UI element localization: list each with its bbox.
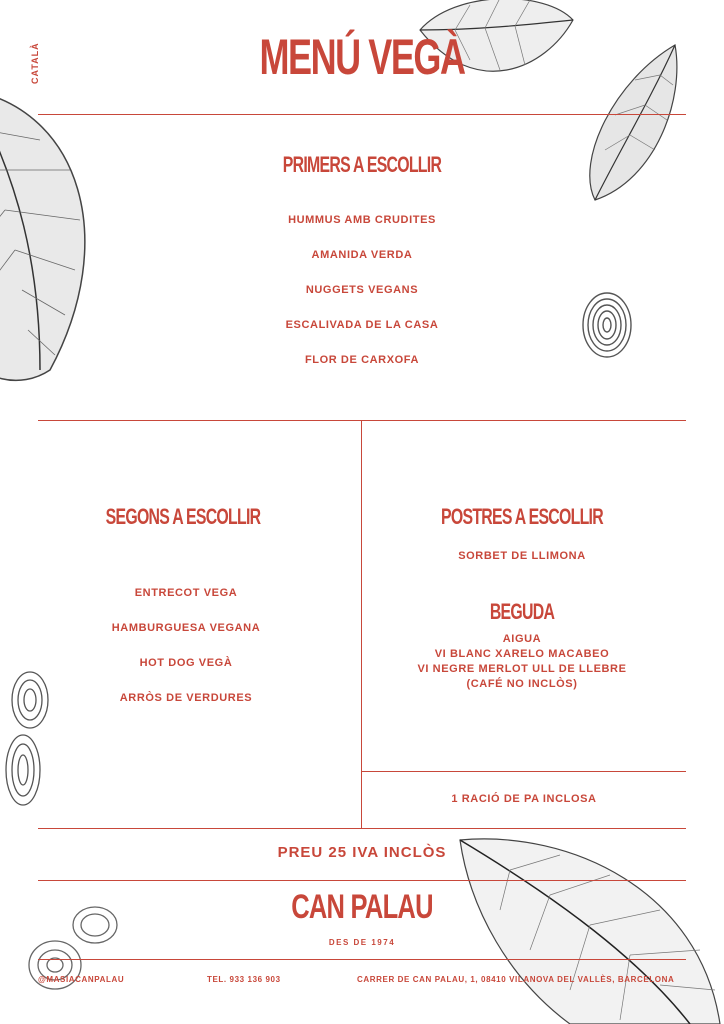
divider xyxy=(361,771,686,772)
starters-title: PRIMERS A ESCOLLIR xyxy=(282,152,442,177)
main-item: HOT DOG VEGÀ xyxy=(139,657,233,669)
starter-item: FLOR DE CARXOFA xyxy=(304,354,420,366)
divider xyxy=(38,880,686,881)
divider xyxy=(38,420,686,421)
language-label: CATALÀ xyxy=(30,42,40,84)
address: CARRER DE CAN PALAU, 1, 08410 VILANOVA DEL VALLÈS, BARCELONA xyxy=(357,975,675,984)
starter-item: ESCALIVADA DE LA CASA xyxy=(285,319,439,331)
main-item: HAMBURGUESA VEGANA xyxy=(111,622,261,634)
desserts-title: POSTRES A ESCOLLIR xyxy=(441,504,603,529)
dessert-item: SORBET DE LLIMONA xyxy=(458,550,586,562)
page-title: MENÚ VEGÀ xyxy=(259,29,465,85)
phone-number[interactable]: TEL. 933 136 903 xyxy=(207,975,281,984)
main-item: ENTRECOT VEGA xyxy=(134,587,238,599)
drink-item: VI NEGRE MERLOT ULL DE LLEBRE xyxy=(417,663,627,675)
column-divider xyxy=(361,420,362,828)
starter-item: HUMMUS AMB CRUDITES xyxy=(288,214,436,226)
mains-title: SEGONS A ESCOLLIR xyxy=(105,504,261,529)
bread-note: 1 RACIÓ DE PA INCLOSA xyxy=(451,793,597,805)
price-label: PREU 25 IVA INCLÒS xyxy=(277,844,447,861)
drink-item: (CAFÉ NO INCLÒS) xyxy=(466,678,578,690)
leaf-icon xyxy=(0,70,110,400)
starter-item: AMANIDA VERDA xyxy=(311,249,413,261)
drink-item: VI BLANC XARELO MACABEO xyxy=(434,648,610,660)
divider xyxy=(38,828,686,829)
fingerprint-icon xyxy=(5,665,50,815)
fingerprint-icon xyxy=(580,290,635,360)
drink-item: AIGUA xyxy=(502,633,542,645)
starter-item: NUGGETS VEGANS xyxy=(305,284,419,296)
brand-since: DES DE 1974 xyxy=(328,938,396,947)
divider xyxy=(38,114,686,115)
divider xyxy=(38,959,686,960)
social-handle[interactable]: @MASIACANPALAU xyxy=(38,975,125,984)
drinks-title: BEGUDA xyxy=(489,599,555,624)
main-item: ARRÒS DE VERDURES xyxy=(119,692,253,704)
brand-logo: CAN PALAU xyxy=(291,888,433,926)
